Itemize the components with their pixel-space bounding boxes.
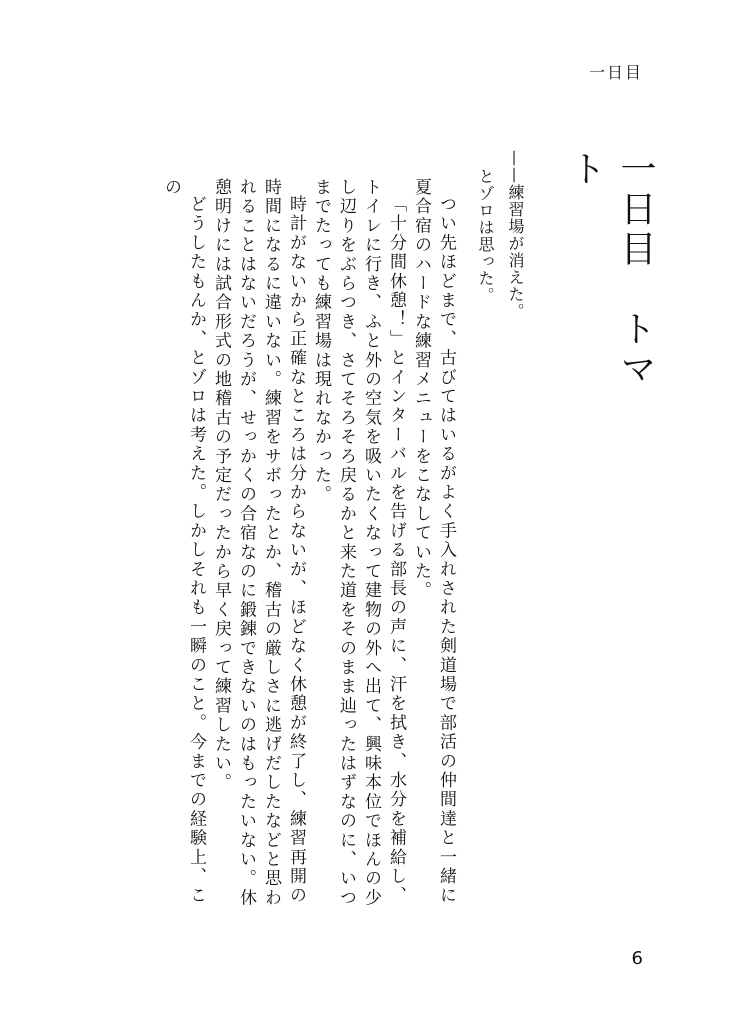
paragraph: 時計がないから正確なところは分からないが、ほどなく休憩が終了し、練習再開の時間になるに違いない。練習をサボったとか、稽古の厳しさに逃げだしたなどと思われることはないだろうが、せっかくの合宿なのに鍛錬できないのはもったいない。休憩明けには試合形式の地稽古の予定だったから早く戻って練習したい。	[211, 178, 306, 908]
epigraph	[470, 150, 530, 450]
paragraph: つい先ほどまで、古びてはいるがよく手入れされた剣道場で部活の仲間達と一緒に夏合宿のハードな練習メニューをこなしていた。	[411, 178, 456, 906]
running-header: 一日目	[588, 63, 643, 82]
paragraph: 「十分間休憩！」とインターバルを告げる部長の声に、汗を拭き、水分を補給し、トイレに行き、ふと外の空気を吸いたくなって建物の外へ出て、興味本位でほんの少し辺りをぶらつき、さてそろそろ戻るかと来た道をそのまま辿ったはずなのに、いつまでたっても練習場は現れなかった。	[311, 178, 406, 908]
body-text	[161, 178, 458, 913]
epigraph-line: とゾロは思った。	[476, 168, 495, 304]
paragraph: どうしたもんか、とゾロは考えた。しかしそれも一瞬のこと。今までの経験上、この	[161, 178, 206, 906]
page-number: 6	[631, 948, 643, 969]
chapter-title: 一日目 トマト	[565, 150, 656, 390]
epigraph-line: ——練習場が消えた。	[506, 150, 525, 320]
